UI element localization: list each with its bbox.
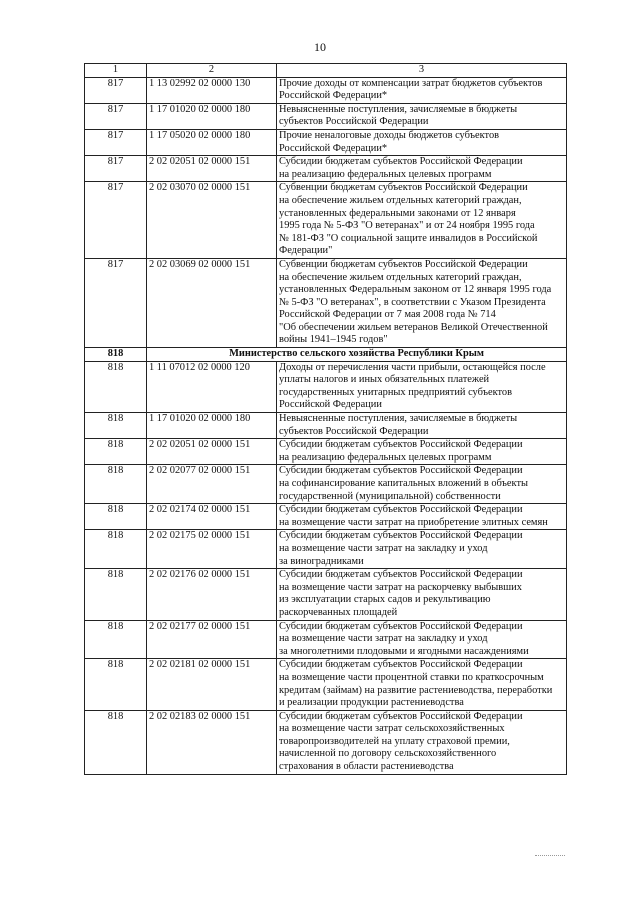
income-description-cell: Субсидии бюджетам субъектов Российской Федерации на возмещение части затрат на закладку и уход за многолетними плодовыми и ягодными насаждениями (277, 620, 567, 659)
income-description-cell: Субсидии бюджетам субъектов Российской Федерации на софинансирование капитальных вложений в объекты государственной (муниципальной) собственности (277, 465, 567, 504)
table-row (85, 569, 567, 620)
table-header-row (85, 64, 567, 78)
admin-code-cell: 817 (85, 156, 147, 182)
income-description-cell: Субвенции бюджетам субъектов Российской Федерации на обеспечение жильем отдельных категорий граждан, установленных Федеральным законом от 12 января 1995 года № 5-ФЗ "О ветеранах", в соответствии с Указом Президента Российской Федерации от 7 мая 2008 года № 714 "Об обеспечении жильем ветеранов Великой Отечественной войны 1941–1945 годов" (277, 258, 567, 347)
section-header-row (85, 348, 567, 362)
column-header-1: 1 (85, 64, 147, 78)
admin-code-cell: 817 (85, 103, 147, 129)
section-title-cell: Министерство сельского хозяйства Республики Крым (147, 348, 567, 362)
table-row (85, 413, 567, 439)
income-code-cell: 2 02 03070 02 0000 151 (147, 182, 277, 259)
income-description-cell: Субсидии бюджетам субъектов Российской Федерации на возмещение части затрат на приобретение элитных семян (277, 504, 567, 530)
income-code-cell: 2 02 02176 02 0000 151 (147, 569, 277, 620)
admin-code-cell: 818 (85, 439, 147, 465)
income-description-cell: Субсидии бюджетам субъектов Российской Федерации на возмещение части затрат на закладку и уход за виноградниками (277, 530, 567, 569)
admin-code-cell: 818 (85, 620, 147, 659)
revenue-codes-table (84, 63, 567, 775)
admin-code-cell: 818 (85, 659, 147, 710)
table-body (85, 77, 567, 774)
admin-code-cell: 817 (85, 258, 147, 347)
table-row (85, 182, 567, 259)
income-code-cell: 2 02 02181 02 0000 151 (147, 659, 277, 710)
income-code-cell: 2 02 02175 02 0000 151 (147, 530, 277, 569)
income-code-cell: 2 02 02177 02 0000 151 (147, 620, 277, 659)
page-edge-mark (535, 855, 565, 857)
income-description-cell: Субсидии бюджетам субъектов Российской Федерации на возмещение части процентной ставки по краткосрочным кредитам (займам) на развитие растениеводства, переработки и реализации продукции растениеводства (277, 659, 567, 710)
income-code-cell: 1 17 01020 02 0000 180 (147, 413, 277, 439)
income-description-cell: Прочие неналоговые доходы бюджетов субъектов Российской Федерации* (277, 129, 567, 155)
table-row (85, 129, 567, 155)
income-code-cell: 2 02 02174 02 0000 151 (147, 504, 277, 530)
income-description-cell: Субсидии бюджетам субъектов Российской Федерации на возмещение части затрат на раскорчевку выбывших из эксплуатации старых садов и рекультивацию раскорчеванных площадей (277, 569, 567, 620)
table-row (85, 439, 567, 465)
admin-code-cell: 818 (85, 530, 147, 569)
admin-code-cell: 818 (85, 504, 147, 530)
table-row (85, 504, 567, 530)
income-code-cell: 1 17 01020 02 0000 180 (147, 103, 277, 129)
income-code-cell: 2 02 02077 02 0000 151 (147, 465, 277, 504)
admin-code-cell: 818 (85, 569, 147, 620)
table-row (85, 620, 567, 659)
income-description-cell: Субсидии бюджетам субъектов Российской Федерации на возмещение части затрат сельскохозяйственных товаропроизводителей на уплату страховой премии, начисленной по договору сельскохозяйственного страхования в области растениеводства (277, 710, 567, 774)
table-row (85, 103, 567, 129)
admin-code-cell: 818 (85, 710, 147, 774)
income-description-cell: Субсидии бюджетам субъектов Российской Федерации на реализацию федеральных целевых программ (277, 439, 567, 465)
admin-code-cell: 818 (85, 413, 147, 439)
admin-code-cell: 818 (85, 348, 147, 362)
admin-code-cell: 818 (85, 465, 147, 504)
income-code-cell: 1 17 05020 02 0000 180 (147, 129, 277, 155)
table-row (85, 530, 567, 569)
admin-code-cell: 817 (85, 77, 147, 103)
income-code-cell: 2 02 02183 02 0000 151 (147, 710, 277, 774)
income-description-cell: Субсидии бюджетам субъектов Российской Федерации на реализацию федеральных целевых программ (277, 156, 567, 182)
income-code-cell: 2 02 03069 02 0000 151 (147, 258, 277, 347)
page-number: 10 (314, 40, 326, 54)
income-code-cell: 2 02 02051 02 0000 151 (147, 439, 277, 465)
table-row (85, 465, 567, 504)
income-description-cell: Невыясненные поступления, зачисляемые в бюджеты субъектов Российской Федерации (277, 103, 567, 129)
income-code-cell: 2 02 02051 02 0000 151 (147, 156, 277, 182)
income-description-cell: Субвенции бюджетам субъектов Российской Федерации на обеспечение жильем отдельных категорий граждан, установленных федеральными законами от 12 января 1995 года № 5-ФЗ "О ветеранах" и от 24 ноября 1995 года № 181-ФЗ "О социальной защите инвалидов в Российской Федерации" (277, 182, 567, 259)
income-code-cell: 1 11 07012 02 0000 120 (147, 361, 277, 412)
table-row (85, 710, 567, 774)
table-row (85, 77, 567, 103)
table-row (85, 659, 567, 710)
admin-code-cell: 817 (85, 129, 147, 155)
column-header-3: 3 (277, 64, 567, 78)
table-row (85, 258, 567, 347)
table-row (85, 156, 567, 182)
admin-code-cell: 818 (85, 361, 147, 412)
income-description-cell: Доходы от перечисления части прибыли, остающейся после уплаты налогов и иных обязательных платежей государственных унитарных предприятий субъектов Российской Федерации (277, 361, 567, 412)
admin-code-cell: 817 (85, 182, 147, 259)
income-description-cell: Невыясненные поступления, зачисляемые в бюджеты субъектов Российской Федерации (277, 413, 567, 439)
income-code-cell: 1 13 02992 02 0000 130 (147, 77, 277, 103)
income-description-cell: Прочие доходы от компенсации затрат бюджетов субъектов Российской Федерации* (277, 77, 567, 103)
table-row (85, 361, 567, 412)
column-header-2: 2 (147, 64, 277, 78)
